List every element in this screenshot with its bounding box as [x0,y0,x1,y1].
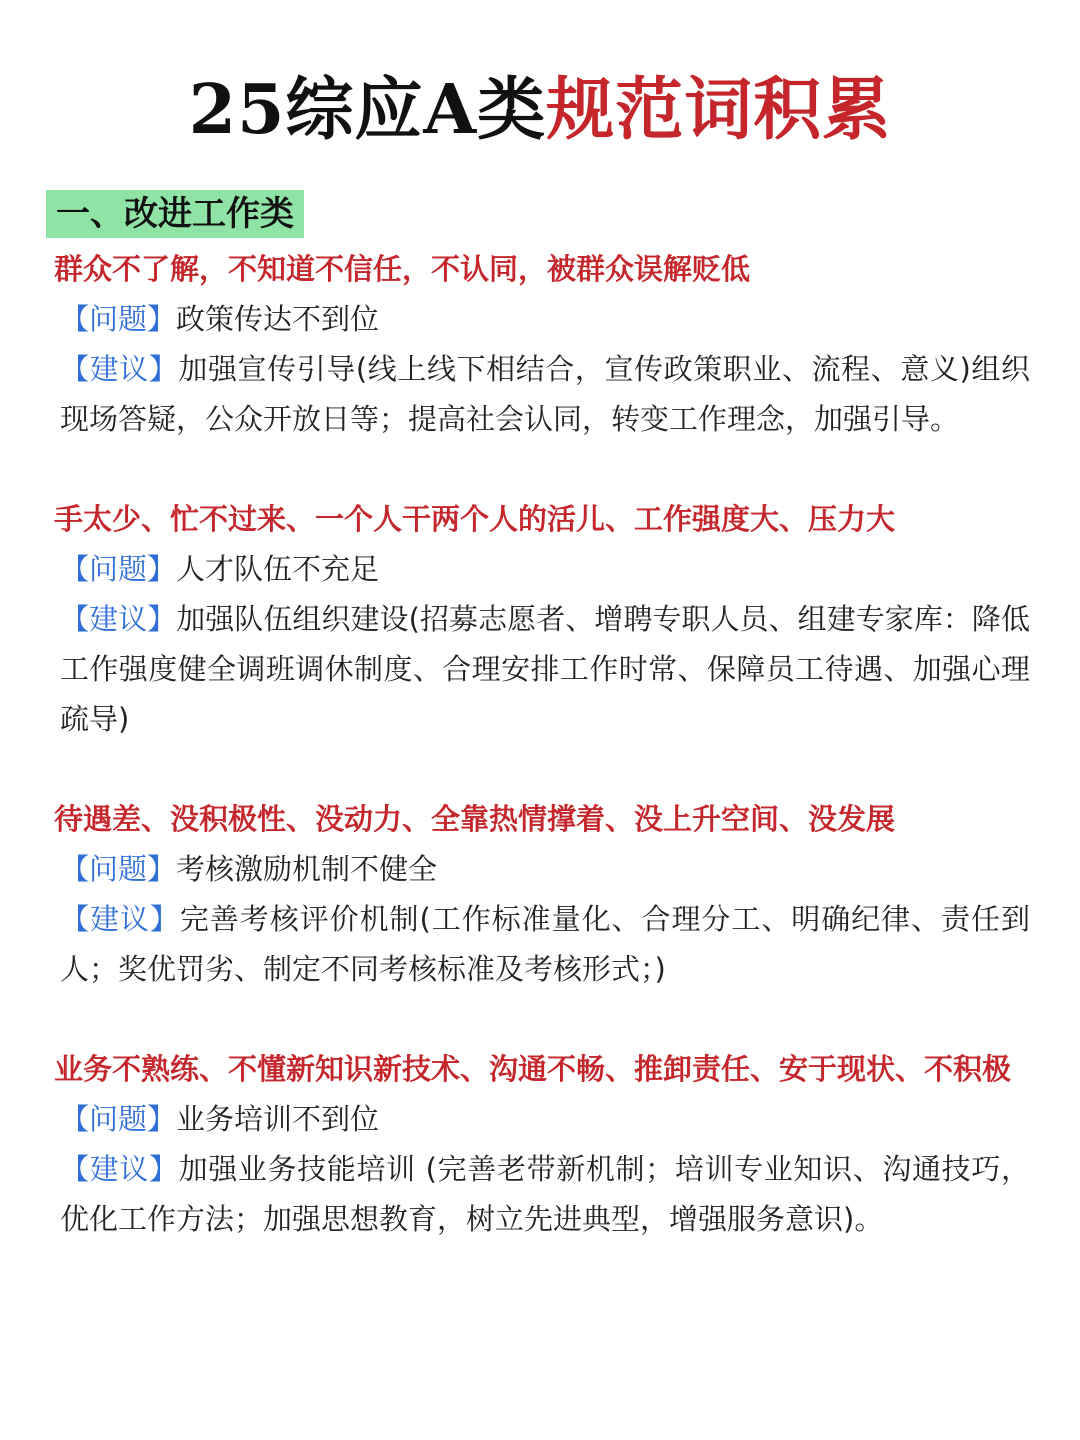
item-heading: 业务不熟练、不懂新知识新技术、沟通不畅、推卸责任、安于现状、不积极 [54,1052,1012,1086]
list-item [54,794,1030,994]
suggestion-row [54,344,1030,444]
problem-tag: 【问题】 [60,852,177,886]
title-red-part: 规范词积累 [546,70,892,150]
suggestion-tag: 【建议】 [60,352,179,386]
problem-row [54,844,1030,894]
suggestion-tag: 【建议】 [60,1152,179,1186]
item-heading: 手太少、忙不过来、一个人干两个人的活儿、工作强度大、压力大 [54,502,896,536]
problem-text: 政策传达不到位 [176,302,380,336]
problem-tag: 【问题】 [60,552,177,586]
problem-text: 人才队伍不充足 [176,552,380,586]
suggestion-text: 完善考核评价机制(工作标准量化、合理分工、明确纪律、责任到人；奖优罚劣、制定不同考核标准及考核形式；) [60,902,1030,986]
suggestion-text: 加强队伍组织建设(招募志愿者、增聘专职人员、组建专家库：降低工作强度健全调班调休制度、合理安排工作时常、保障员工待遇、加强心理疏导) [60,602,1030,736]
suggestion-tag: 【建议】 [60,902,180,936]
problem-row [54,544,1030,594]
content-list [54,244,1030,1294]
page-title [0,62,1080,158]
problem-row [54,294,1030,344]
section-heading: 一、改进工作类 [46,190,304,238]
suggestion-text: 加强业务技能培训 (完善老带新机制；培训专业知识、沟通技巧，优化工作方法；加强思想教育，树立先进典型，增强服务意识)。 [60,1152,1030,1236]
problem-tag: 【问题】 [60,302,177,336]
suggestion-row [54,894,1030,994]
title-black-part: 25综应A类 [188,70,547,150]
problem-text: 业务培训不到位 [176,1102,380,1136]
problem-tag: 【问题】 [60,1102,177,1136]
suggestion-tag: 【建议】 [60,602,177,636]
item-heading: 待遇差、没积极性、没动力、全靠热情撑着、没上升空间、没发展 [54,802,896,836]
list-item [54,1044,1030,1244]
list-item [54,494,1030,744]
suggestion-text: 加强宣传引导(线上线下相结合，宣传政策职业、流程、意义)组织现场答疑，公众开放日等；提高社会认同，转变工作理念，加强引导。 [60,352,1030,436]
list-item [54,244,1030,444]
suggestion-row [54,594,1030,744]
item-heading: 群众不了解，不知道不信任，不认同，被群众误解贬低 [54,252,751,286]
problem-text: 考核激励机制不健全 [176,852,438,886]
problem-row [54,1094,1030,1144]
suggestion-row [54,1144,1030,1244]
